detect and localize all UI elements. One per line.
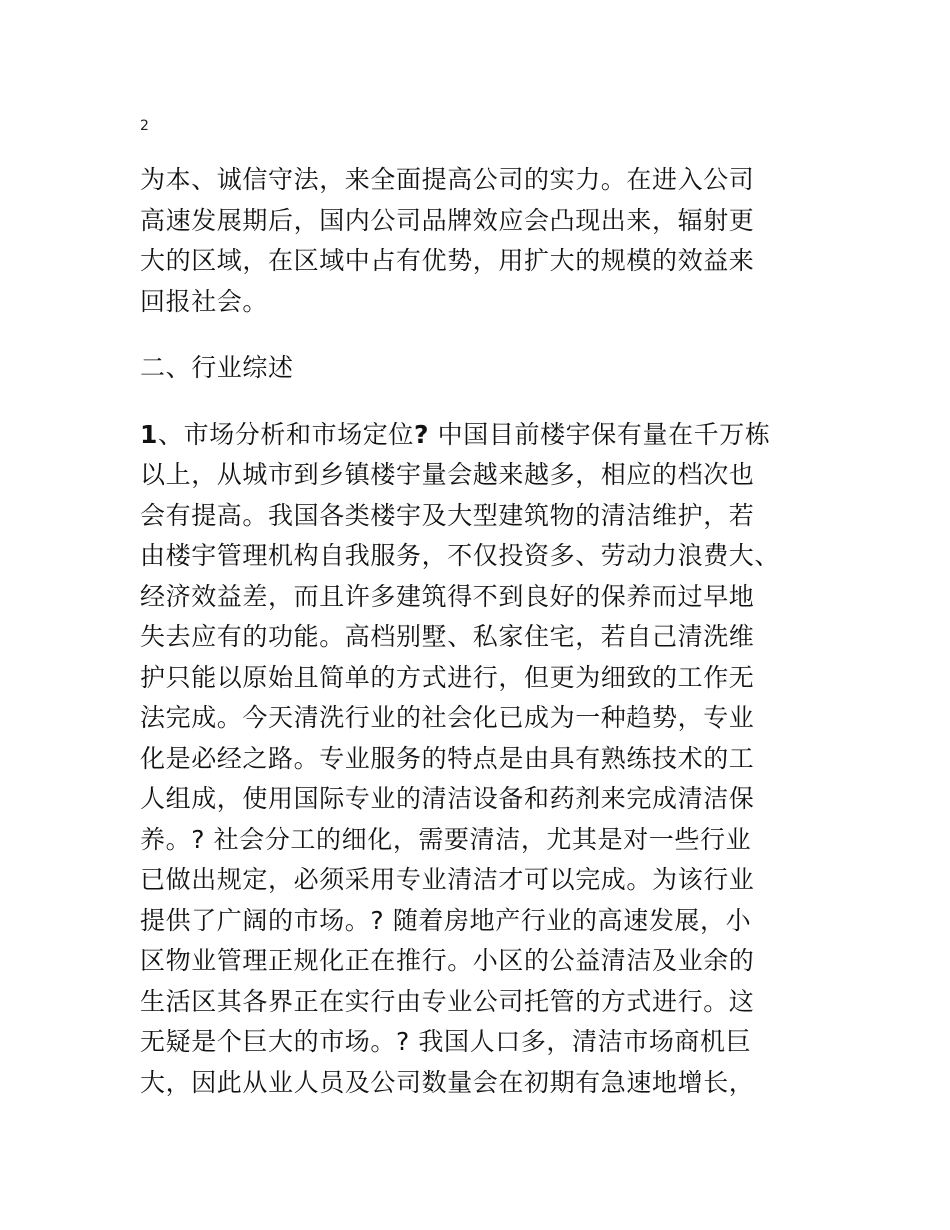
text-line: 无疑是个巨大的市场。? 我国人口多，清洁市场商机巨 <box>140 1027 752 1056</box>
section-title: 、市场分析和市场定位 <box>158 419 415 449</box>
text-line: 提供了广阔的市场。? 随着房地产行业的高速发展，小 <box>140 905 752 935</box>
text-line: 失去应有的功能。高档别墅、私家住宅，若自己清洗维 <box>140 622 755 651</box>
text-line: 生活区其各界正在实行由专业公司托管的方式进行。这 <box>140 986 755 1016</box>
section-heading <box>140 348 810 389</box>
text-line: 会有提高。我国各类楼宇及大型建筑物的清洁维护，若 <box>140 500 755 530</box>
text-line: 人组成，使用国际专业的清洁设备和药剂来完成清洁保 <box>140 784 755 813</box>
text-line: 大的区域，在区域中占有优势，用扩大的规模的效益来 <box>140 246 755 275</box>
text-line: 回报社会。 <box>140 286 269 316</box>
question-mark: ? <box>414 419 430 449</box>
text-line: 护只能以原始且简单的方式进行，但更为细致的工作无 <box>140 662 755 692</box>
text-line: 高速发展期后，国内公司品牌效应会凸现出来，辐射更 <box>140 205 755 235</box>
text-line: 区物业管理正规化正在推行。小区的公益清洁及业余的 <box>140 946 755 975</box>
text-line <box>140 415 810 456</box>
heading-text: 二、行业综述 <box>140 353 294 382</box>
document-body <box>140 160 810 1103</box>
section-number: 1 <box>140 419 158 449</box>
section-lead-text: 中国目前楼宇保有量在千万栋 <box>429 419 771 449</box>
market-analysis-paragraph <box>140 415 810 1104</box>
text-line: 法完成。今天清洗行业的社会化已成为一种趋势，专业 <box>140 703 755 732</box>
text-line: 大，因此从业人员及公司数量会在初期有急速地增长， <box>140 1067 755 1097</box>
text-line: 养。? 社会分工的细化，需要清洁，尤其是对一些行业 <box>140 824 752 854</box>
text-line: 以上，从城市到乡镇楼宇量会越来越多，相应的档次也 <box>140 460 755 489</box>
text-line: 已做出规定，必须采用专业清洁才可以完成。为该行业 <box>140 865 755 894</box>
text-line: 由楼宇管理机构自我服务，不仅投资多、劳动力浪费大、 <box>140 541 781 570</box>
intro-paragraph <box>140 160 810 322</box>
text-line: 经济效益差，而且许多建筑得不到良好的保养而过早地 <box>140 581 755 611</box>
page-number: 2 <box>140 118 149 134</box>
text-line: 化是必经之路。专业服务的特点是由具有熟练技术的工 <box>140 743 755 773</box>
text-line: 为本、诚信守法，来全面提高公司的实力。在进入公司 <box>140 165 755 194</box>
